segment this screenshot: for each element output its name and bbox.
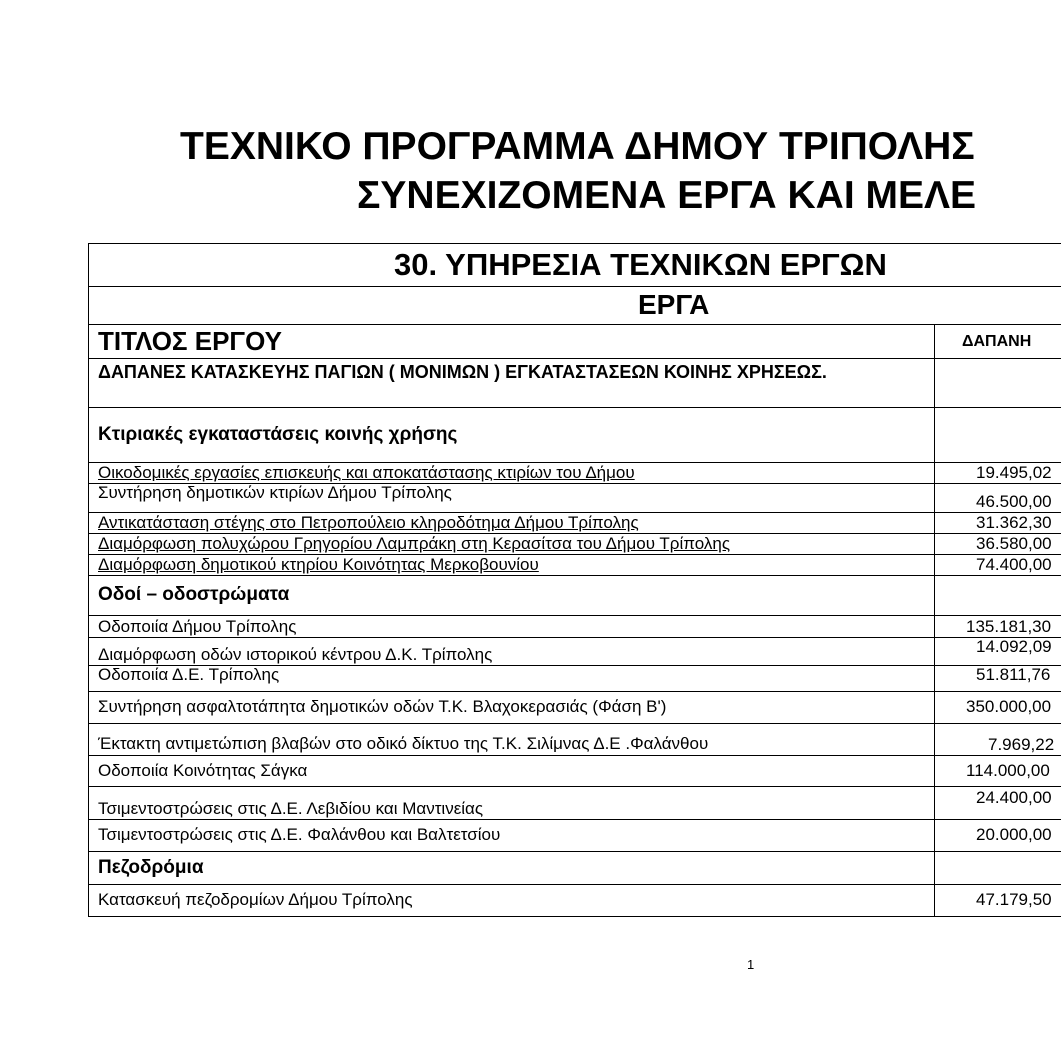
work-amount: 74.400,00 <box>935 555 1061 576</box>
table-row <box>89 463 1061 484</box>
work-title: Συντήρηση δημοτικών κτιρίων Δήμου Τρίπολης <box>89 484 935 513</box>
work-title: Διαμόρφωση οδών ιστορικού κέντρου Δ.Κ. Τρίπολης <box>89 638 935 666</box>
column-header-cost: ΔΑΠΑΝΗ <box>935 325 1061 359</box>
department-row <box>89 244 1061 287</box>
work-title: Έκτακτη αντιμετώπιση βλαβών στο οδικό δίκτυο της Τ.Κ. Σιλίμνας Δ.Ε .Φαλάνθου <box>89 724 935 756</box>
section-heading: Πεζοδρόμια <box>89 852 935 885</box>
table-row <box>89 787 1061 820</box>
section-cost-cell <box>935 852 1061 885</box>
work-title: Οδοποιία Κοινότητας Σάγκα <box>89 756 935 787</box>
section-heading: Οδοί – οδοστρώματα <box>89 576 935 616</box>
work-title: Κατασκευή πεζοδρομίων Δήμου Τρίπολης <box>89 885 935 917</box>
works-heading: ΕΡΓΑ <box>89 287 1061 325</box>
table-row <box>89 555 1061 576</box>
work-title: Διαμόρφωση πολυχώρου Γρηγορίου Λαμπράκη στη Κερασίτσα του Δήμου Τρίπολης <box>89 534 935 555</box>
work-title: Οδοποιία Δήμου Τρίπολης <box>89 616 935 638</box>
work-amount: 135.181,30 <box>935 616 1061 638</box>
work-amount: 24.400,00 <box>935 787 1061 820</box>
work-amount: 47.179,50 <box>935 885 1061 917</box>
document-subtitle: ΣΥΝΕΧΙΖΟΜΕΝΑ ΕΡΓΑ ΚΑΙ ΜΕΛΕ <box>357 174 977 217</box>
section-heading: Κτιριακές εγκαταστάσεις κοινής χρήσης <box>89 408 935 463</box>
category-heading: ΔΑΠΑΝΕΣ ΚΑΤΑΣΚΕΥΗΣ ΠΑΓΙΩΝ ( ΜΟΝΙΜΩΝ ) ΕΓΚΑΤΑΣΤΑΣΕΩΝ ΚΟΙΝΗΣ ΧΡΗΣΕΩΣ. <box>89 359 935 408</box>
table-row <box>89 616 1061 638</box>
page-number: 1 <box>747 957 755 972</box>
table-row <box>89 820 1061 852</box>
table-row <box>89 484 1061 513</box>
works-table <box>88 243 1061 917</box>
work-title: Οικοδομικές εργασίες επισκευής και αποκατάστασης κτιρίων του Δήμου <box>89 463 935 484</box>
document-title: ΤΕΧΝΙΚΟ ΠΡΟΓΡΑΜΜΑ ΔΗΜΟΥ ΤΡΙΠΟΛΗΣ <box>180 125 975 168</box>
section-cost-cell <box>935 576 1061 616</box>
work-title: Οδοποιία Δ.Ε. Τρίπολης <box>89 666 935 692</box>
category-row <box>89 359 1061 408</box>
work-amount: 14.092,09 <box>935 638 1061 666</box>
category-cost-cell <box>935 359 1061 408</box>
work-amount: 7.969,22 <box>935 724 1061 756</box>
work-amount: 31.362,30 <box>935 513 1061 534</box>
column-header-row <box>89 325 1061 359</box>
work-title: Τσιμεντοστρώσεις στις Δ.Ε. Φαλάνθου και Βαλτετσίου <box>89 820 935 852</box>
work-title: Συντήρηση ασφαλτοτάπητα δημοτικών οδών Τ.Κ. Βλαχοκερασιάς (Φάση Β') <box>89 692 935 724</box>
work-amount: 114.000,00 <box>935 756 1061 787</box>
works-table-container <box>88 243 1061 917</box>
table-row <box>89 666 1061 692</box>
subheader-row <box>89 287 1061 325</box>
department-heading: 30. ΥΠΗΡΕΣΙΑ ΤΕΧΝΙΚΩΝ ΕΡΓΩΝ <box>89 244 1061 287</box>
column-header-title: ΤΙΤΛΟΣ ΕΡΓΟΥ <box>89 325 935 359</box>
table-row <box>89 513 1061 534</box>
work-amount: 36.580,00 <box>935 534 1061 555</box>
section-row <box>89 576 1061 616</box>
section-cost-cell <box>935 408 1061 463</box>
table-row <box>89 534 1061 555</box>
work-title: Τσιμεντοστρώσεις στις Δ.Ε. Λεβιδίου και Μαντινείας <box>89 787 935 820</box>
work-amount: 51.811,76 <box>935 666 1061 692</box>
table-row <box>89 724 1061 756</box>
work-amount: 46.500,00 <box>935 484 1061 513</box>
section-row <box>89 852 1061 885</box>
work-title: Αντικατάσταση στέγης στο Πετροπούλειο κληροδότημα Δήμου Τρίπολης <box>89 513 935 534</box>
section-row <box>89 408 1061 463</box>
work-amount: 350.000,00 <box>935 692 1061 724</box>
work-amount: 19.495,02 <box>935 463 1061 484</box>
table-row <box>89 638 1061 666</box>
table-row <box>89 692 1061 724</box>
work-amount: 20.000,00 <box>935 820 1061 852</box>
table-row <box>89 756 1061 787</box>
work-title: Διαμόρφωση δημοτικού κτηρίου Κοινότητας Μερκοβουνίου <box>89 555 935 576</box>
table-row <box>89 885 1061 917</box>
